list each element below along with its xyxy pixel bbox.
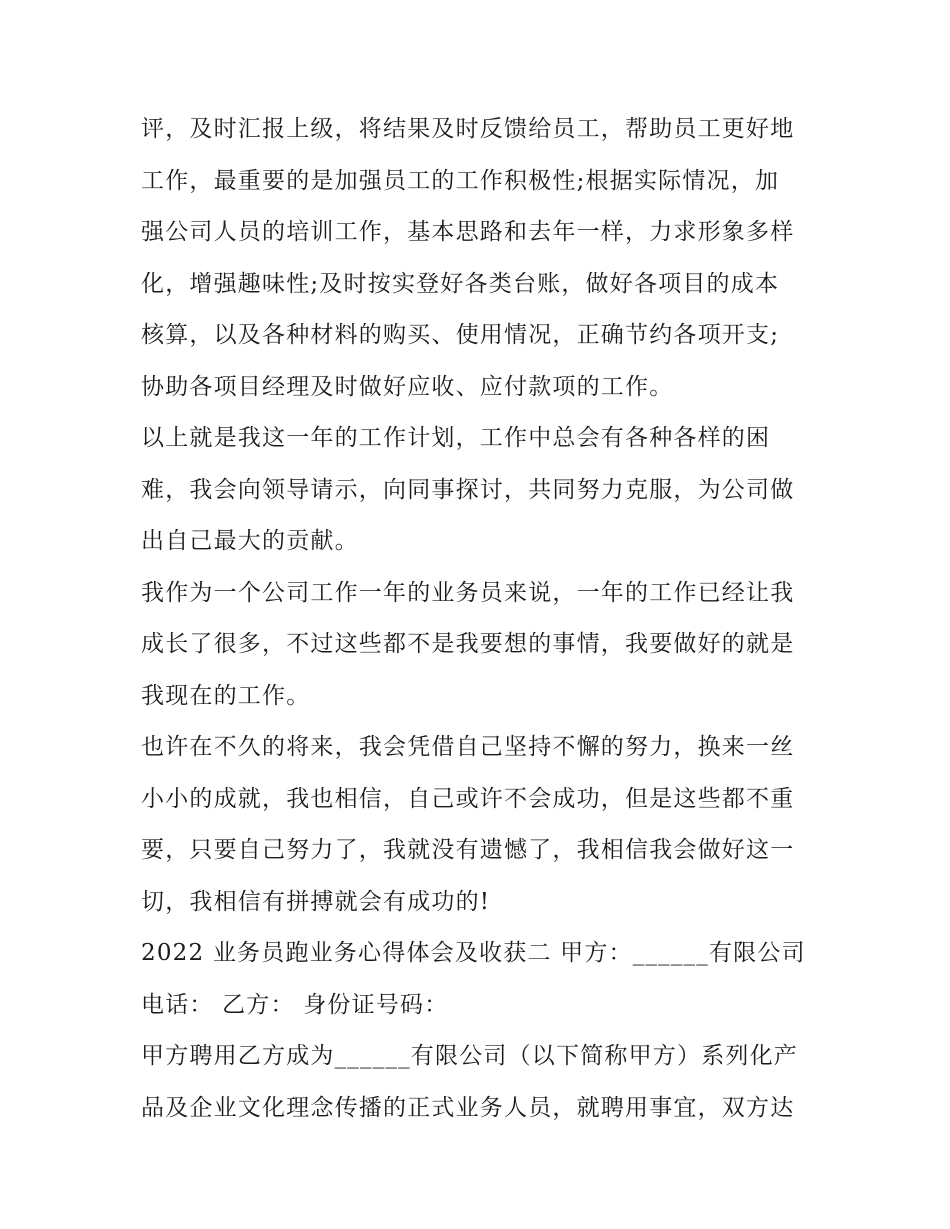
text-line: 强公司人员的培训工作，基本思路和去年一样，力求形象多样: [141, 219, 795, 245]
text-line: 以上就是我这一年的工作计划，工作中总会有各种各样的困: [141, 425, 771, 451]
text-line: 小小的成就，我也相信，自己或许不会成功，但是这些都不重: [141, 785, 795, 812]
text-line: 也许在不久的将来，我会凭借自己坚持不懈的努力，换来一丝: [141, 734, 795, 760]
text-line: 难，我会向领导请示，向同事探讨，共同努力克服，为公司做: [141, 476, 795, 503]
text-line: 切，我相信有拼搏就会有成功的!: [141, 888, 491, 915]
text-line: 化，增强趣味性;及时按实登好各类台账，做好各项目的成本: [141, 270, 780, 297]
text-line: 要，只要自己努力了，我就没有遗憾了，我相信我会做好这一: [141, 837, 795, 863]
section-title-line: 2022 业务员跑业务心得体会及收获二 甲方：______有限公司: [141, 940, 806, 966]
text-line: 品及企业文化理念传播的正式业务人员，就聘用事宜，双方达: [141, 1094, 795, 1121]
text-line: 成长了很多，不过这些都不是我要想的事情，我要做好的就是: [141, 631, 795, 657]
text-line: 工作，最重要的是加强员工的工作积极性;根据实际情况，加: [141, 167, 780, 194]
document-body: [141, 104, 831, 1134]
text-line: 甲方聘用乙方成为______有限公司（以下简称甲方）系列化产: [141, 1043, 798, 1069]
contact-fields-line: 电话： 乙方： 身份证号码：: [141, 991, 449, 1018]
text-line: 我现在的工作。: [141, 682, 311, 709]
text-line: 评，及时汇报上级，将结果及时反馈给员工，帮助员工更好地: [141, 116, 795, 142]
text-line: 核算，以及各种材料的购买、使用情况，正确节约各项开支;: [141, 322, 780, 348]
text-line: 我作为一个公司工作一年的业务员来说，一年的工作已经让我: [141, 579, 795, 606]
text-line: 协助各项目经理及时做好应收、应付款项的工作。: [141, 373, 674, 400]
text-line: 出自己最大的贡献。: [141, 528, 359, 554]
